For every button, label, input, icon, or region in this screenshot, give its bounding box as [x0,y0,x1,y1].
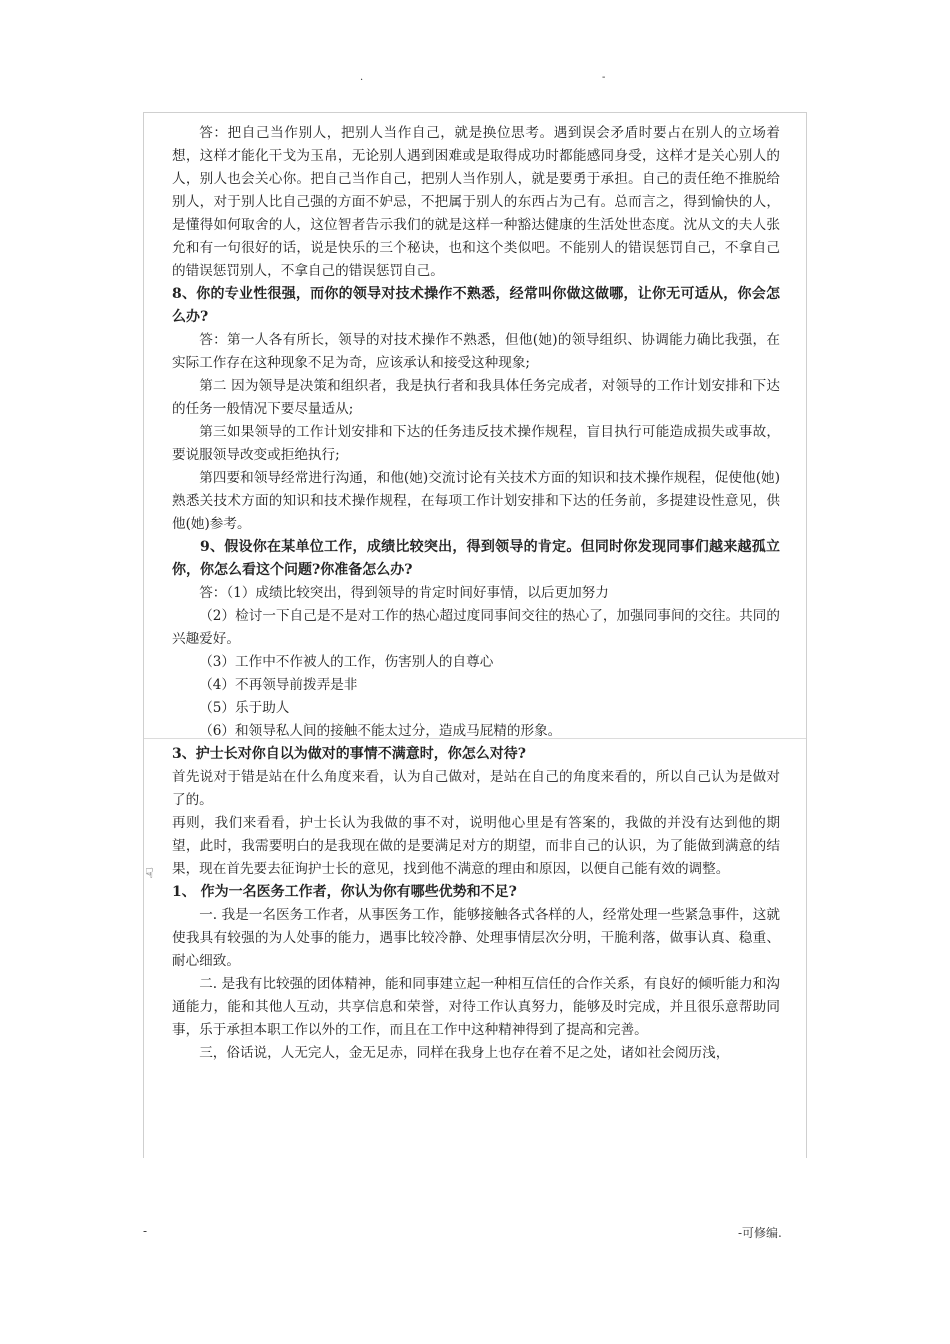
q8-paragraph: 第三如果领导的工作计划安排和下达的任务违反技术操作规程，盲目执行可能造成损失或事故，要说服领导改变或拒绝执行; [172,424,780,463]
question-8-title: 8、你的专业性很强，而你的领导对技术操作不熟悉，经常叫你做这做哪，让你无可适从，你会怎么办? [172,286,780,325]
q1-paragraph: 二. 是我有比较强的团体精神，能和同事建立起一种相互信任的合作关系，有良好的倾听能力和沟通能力，能和其他人互动，共享信息和荣誉，对待工作认真努力，能够及时完成，并且很乐意帮助同事，乐于承担本职工作以外的工作，而且在工作中这种精神得到了提高和完善。 [172,976,780,1038]
header-mark-right: - [602,72,606,83]
header-mark-left: . [360,72,364,83]
q8-paragraph: 第四要和领导经常进行沟通，和他(她)交流讨论有关技术方面的知识和技术操作规程，促使他(她)熟悉关技术方面的知识和技术操作规程，在每项工作计划安排和下达的任务前，多提建设性意见，供他(她)参考。 [172,470,780,532]
footer-left-mark: - [143,1224,148,1238]
q1-paragraph: 三，俗话说，人无完人，金无足赤，同样在我身上也存在着不足之处，诸如社会阅历浅， [199,1045,730,1061]
q9-item: 答：（1）成绩比较突出，得到领导的肯定时间好事情，以后更加努力 [199,585,609,601]
document-body [172,122,780,1065]
q3-paragraph: 再则，我们来看看，护士长认为我做的事不对，说明他心里是有答案的，我做的并没有达到他的期望，此时，我需要明白的是我现在做的是要满足对方的期望，而非自己的认识，为了能做到满意的结果，现在首先要去征询护士长的意见，找到他不满意的理由和原因，以便自己能有效的调整。 [172,815,780,877]
q9-item: （2）检讨一下自己是不是对工作的热心超过度同事间交往的热心了，加强同事间的交往。共同的兴趣爱好。 [172,608,780,647]
hand-pointer-icon: ☟ [145,866,154,882]
answer-paragraph: 答：把自己当作别人，把别人当作自己，就是换位思考。遇到误会矛盾时要占在别人的立场着想，这样才能化干戈为玉帛，无论别人遇到困难或是取得成功时都能感同身受，这样才是关心别人的人，别人也会关心你。把自己当作自己，把别人当作别人，就是要勇于承担。自己的责任绝不推脱给别人，对于别人比自己强的方面不妒忌，不把属于别人的东西占为己有。总而言之，得到愉快的人，是懂得如何取舍的人，这位智者告示我们的就是这样一种豁达健康的生活处世态度。沈从文的夫人张允和有一句很好的话，说是快乐的三个秘诀，也和这个类似吧。不能别人的错误惩罚自己，不拿自己的错误惩罚别人，不拿自己的错误惩罚自己。 [172,125,780,279]
footer-editable-note: -可修编. [738,1226,782,1240]
header-marks [0,72,950,86]
q9-item: （6）和领导私人间的接触不能太过分，造成马屁精的形象。 [199,723,562,739]
q9-item: （4）不再领导前拨弄是非 [199,677,358,693]
question-1-title: 1、 作为一名医务工作者，你认为你有哪些优势和不足? [172,884,517,900]
q8-paragraph: 第二 因为领导是决策和组织者，我是执行者和我具体任务完成者，对领导的工作计划安排和下达的任务一般情况下要尽量适从; [172,378,780,417]
q3-paragraph: 首先说对于错是站在什么角度来看，认为自己做对，是站在自己的角度来看的，所以自己认为是做对了的。 [172,769,780,808]
q8-paragraph: 答：第一人各有所长，领导的对技术操作不熟悉，但他(她)的领导组织、协调能力确比我强，在实际工作存在这种现象不足为奇，应该承认和接受这种现象; [172,332,780,371]
q1-paragraph: 一. 我是一名医务工作者，从事医务工作，能够接触各式各样的人，经常处理一些紧急事件，这就使我具有较强的为人处事的能力，遇事比较冷静、处理事情层次分明，干脆利落，做事认真、稳重、耐心细致。 [172,907,780,969]
page-footer [0,1224,950,1244]
q9-item: （5）乐于助人 [199,700,290,716]
question-9-title: 9、假设你在某单位工作，成绩比较突出，得到领导的肯定。但同时你发现同事们越来越孤立你，你怎么看这个问题?你准备怎么办? [172,539,780,578]
q9-item: （3）工作中不作被人的工作，伤害别人的自尊心 [199,654,494,670]
question-3-title: 3、护士长对你自以为做对的事情不满意时，你怎么对待? [172,746,526,762]
